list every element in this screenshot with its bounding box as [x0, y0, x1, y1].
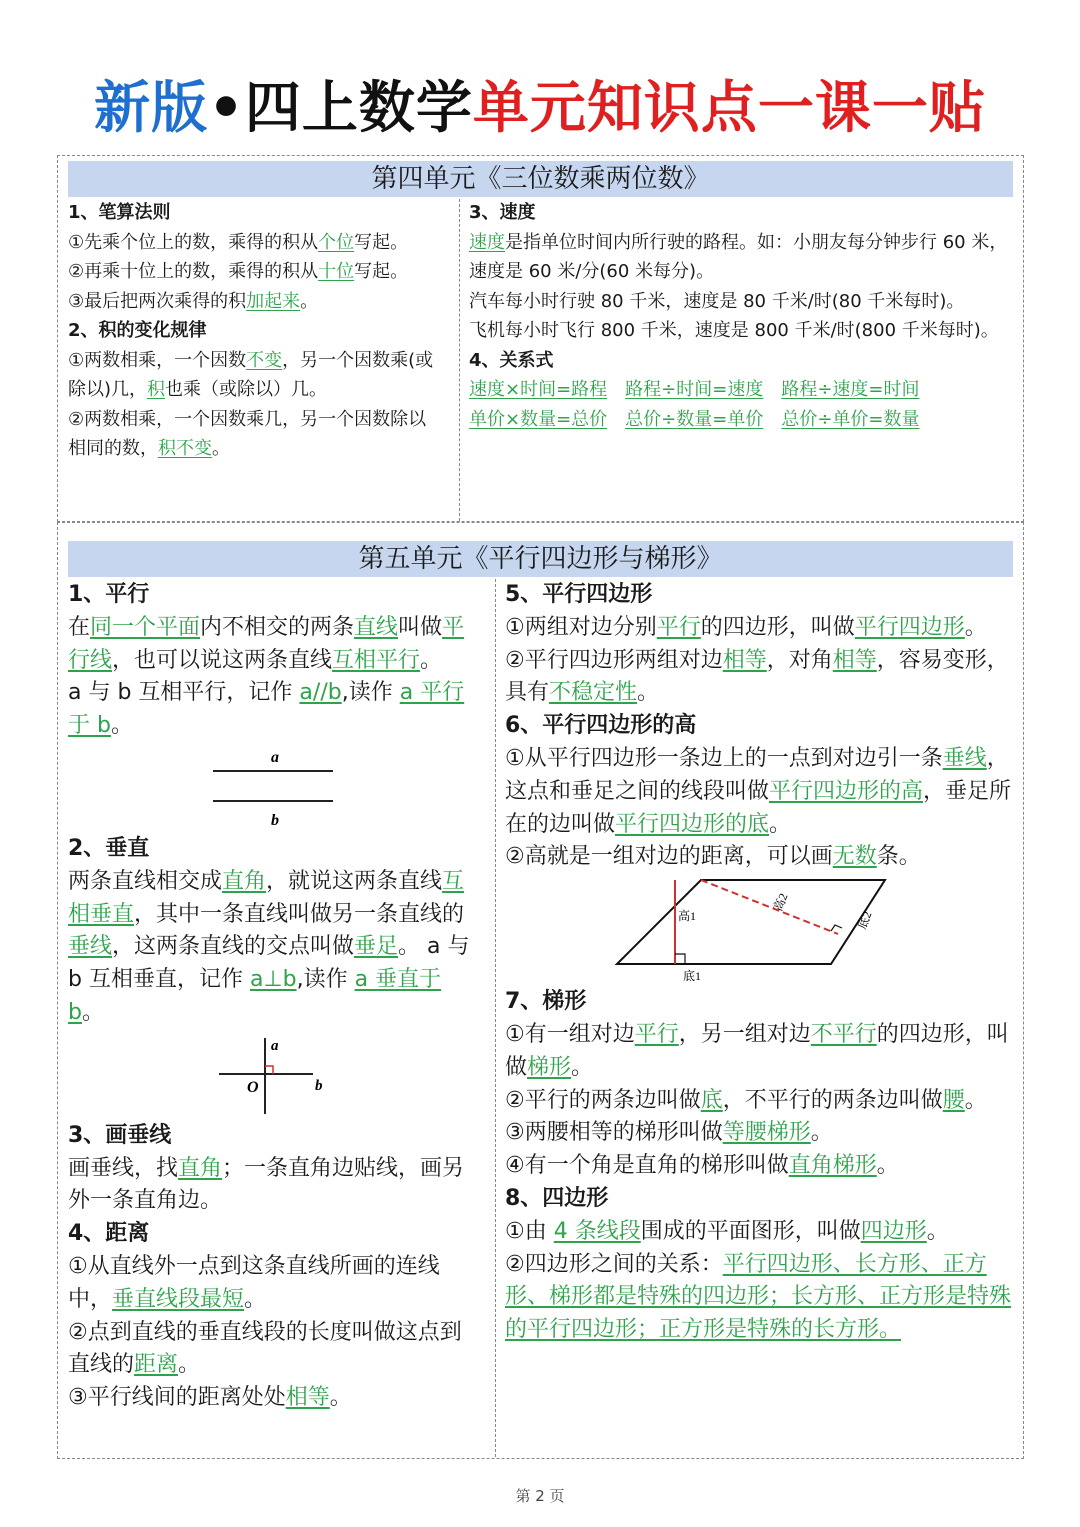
- key-term: a 平行于 b: [68, 680, 465, 739]
- text-run: 写起。: [354, 261, 409, 282]
- parallel-lines-diagram: [185, 743, 365, 833]
- key-term: 积: [147, 379, 166, 400]
- key-term: 速度: [469, 231, 505, 253]
- text-run: 写起。: [354, 231, 409, 253]
- unit4-right-column: [469, 198, 1015, 434]
- text-run: 。 a 与 b 互相垂直，记作: [68, 934, 470, 993]
- paragraph: [505, 1150, 1013, 1183]
- key-term: 同一个平面: [90, 614, 201, 640]
- text-run: ②高就是一组对边的距离，可以画: [505, 844, 833, 870]
- text-run: 在: [68, 614, 91, 640]
- key-term: 腰: [942, 1087, 965, 1113]
- text-run: ②点到直线的垂直线段的长度叫做这点到直线的: [68, 1319, 462, 1378]
- text-run: ②再乘十位上的数，乘得的积从: [68, 261, 319, 282]
- perp-label-o: O: [247, 1078, 259, 1096]
- text-run: 。: [212, 438, 230, 459]
- text-run: 也乘（或除以）几。: [165, 379, 328, 400]
- perpendicular-lines-diagram: [185, 1030, 365, 1120]
- text-run: 内不相交的两条: [200, 614, 355, 640]
- key-term: 互相平行: [332, 647, 421, 673]
- text-run: 叫做: [398, 614, 443, 640]
- section-heading: 7、梯形: [505, 989, 587, 1015]
- unit5-heading: 第五单元《平行四边形与梯形》: [68, 541, 1013, 577]
- key-term: 平行: [634, 1021, 679, 1047]
- paragraph: [469, 316, 1015, 346]
- key-term: 不平行: [810, 1021, 877, 1047]
- perp-label-b: b: [315, 1077, 323, 1094]
- title-part-topic: 单元知识点一课一贴: [472, 76, 986, 141]
- key-term: 互相垂直: [68, 868, 465, 927]
- text-run: ①两数相乘，一个因数: [68, 349, 247, 371]
- paragraph: [68, 677, 482, 743]
- paragraph: [505, 612, 1013, 645]
- key-term: 速度×时间=路程: [469, 379, 608, 400]
- unit5-column-divider: [495, 579, 496, 1457]
- key-term: 积不变: [158, 438, 212, 459]
- key-term: 直角梯形: [788, 1153, 877, 1179]
- paragraph: [469, 228, 1015, 287]
- unit4-left-column: [68, 198, 442, 464]
- unit4-column-divider: [459, 199, 460, 521]
- text-run: ，另一个因数乘(或除以)几，: [68, 349, 434, 400]
- text-run: [763, 409, 781, 430]
- text-run: ①由: [505, 1218, 554, 1244]
- key-term: 直线: [354, 614, 399, 640]
- key-term: 路程÷速度=时间: [781, 379, 920, 400]
- text-run: ①有一组对边: [505, 1021, 635, 1047]
- key-term: 平行四边形: [854, 614, 965, 640]
- key-term: a 垂直于 b: [68, 967, 442, 1025]
- unit5-section: [57, 522, 1024, 1459]
- text-run: ①从直线外一点到这条直线所画的连线中，: [68, 1253, 440, 1312]
- paragraph: [68, 228, 442, 258]
- paragraph: [68, 346, 442, 405]
- unit5-right-column: [505, 579, 1013, 1347]
- pgram-base1-label: 底1: [683, 969, 702, 984]
- pgram-height1-label: 高1: [678, 909, 697, 924]
- key-term: 距离: [134, 1352, 179, 1378]
- section-heading: 4、距离: [68, 1221, 150, 1247]
- text-run: ,读作: [341, 680, 400, 706]
- text-run: ①两组对边分别: [505, 614, 657, 640]
- unit5-left-column: [68, 579, 482, 1415]
- text-run: ④有一个角是直角的梯形叫做: [505, 1153, 789, 1179]
- perp-label-a: a: [271, 1037, 279, 1054]
- text-run: ，不平行的两条边叫做: [722, 1087, 943, 1113]
- text-run: ③两腰相等的梯形叫做: [505, 1120, 723, 1146]
- section-heading: 2、垂直: [68, 835, 150, 861]
- text-run: a 与 b 互相平行，记作: [68, 680, 300, 706]
- paragraph: [469, 287, 1015, 317]
- key-term: 直角: [222, 868, 267, 894]
- key-term: 相等: [285, 1385, 330, 1411]
- text-run: 两条直线相交成: [68, 868, 223, 894]
- key-term: 4 条线段: [553, 1218, 641, 1244]
- pgram-base2-label: 底2: [854, 909, 875, 932]
- text-run: 。: [244, 1286, 267, 1312]
- key-term: 相等: [832, 647, 877, 673]
- key-term: 梯形: [527, 1054, 572, 1080]
- text-run: 。: [178, 1352, 201, 1378]
- paragraph: [505, 1249, 1013, 1347]
- section-heading: 3、画垂线: [68, 1122, 172, 1148]
- paragraph: [68, 405, 442, 464]
- text-run: ，对角: [766, 647, 833, 673]
- key-term: 总价÷数量=单价: [625, 408, 764, 430]
- key-term: 平行四边形的高: [769, 778, 924, 804]
- text-run: ，其中一条直线叫做另一条直线的: [134, 901, 465, 927]
- unit4-heading: 第四单元《三位数乘两位数》: [68, 161, 1013, 197]
- paragraph: [505, 1117, 1013, 1150]
- text-run: ，也可以说这两条直线: [112, 647, 333, 673]
- key-term: 平行线: [68, 614, 465, 673]
- text-run: 条。: [876, 844, 921, 870]
- text-run: ；一条直角边贴线，画另外一条直角边。: [68, 1155, 465, 1214]
- page-number: 第 2 页: [515, 1487, 565, 1505]
- section-heading: 6、平行四边形的高: [505, 713, 697, 739]
- text-run: 。: [420, 647, 443, 673]
- text-run: [763, 379, 781, 400]
- text-run: 。: [329, 1385, 352, 1411]
- text-run: ，另一组对边: [678, 1021, 811, 1047]
- text-run: 。: [637, 680, 660, 706]
- paragraph: [68, 612, 482, 678]
- text-run: 。: [964, 614, 987, 640]
- paragraph: [505, 1216, 1013, 1249]
- parallel-label-a: a: [271, 748, 279, 766]
- paragraph: [68, 1317, 482, 1383]
- text-run: ③平行线间的距离处处: [68, 1385, 286, 1411]
- text-run: 飞机每小时飞行 800 千米，速度是 800 千米/时(800 千米每时)。: [469, 320, 999, 341]
- text-run: 。: [571, 1054, 594, 1080]
- paragraph: [68, 866, 482, 1030]
- text-run: 。: [769, 811, 792, 837]
- text-run: 。: [81, 999, 104, 1025]
- section-heading: 3、速度: [469, 202, 536, 223]
- paragraph: [469, 405, 1015, 435]
- text-run: 围成的平面图形，叫做: [640, 1218, 861, 1244]
- paragraph: [68, 1153, 482, 1219]
- section-heading: 8、四边形: [505, 1185, 609, 1211]
- text-run: 的四边形，叫做: [505, 1021, 1009, 1080]
- text-run: 。: [876, 1153, 899, 1179]
- key-term: 等腰梯形: [722, 1120, 811, 1146]
- paragraph: [68, 1251, 482, 1317]
- text-run: ①从平行四边形一条边上的一点到对边引一条: [505, 745, 943, 771]
- section-heading: 1、笔算法则: [68, 202, 171, 223]
- text-run: ②两数相乘，一个因数乘几，另一个因数除以相同的数，: [68, 408, 427, 459]
- key-term: 平行: [656, 614, 701, 640]
- title-dot: •: [208, 76, 245, 141]
- pgram-height2-label: 高2: [770, 891, 791, 914]
- text-run: 。: [926, 1218, 949, 1244]
- text-run: 的四边形，叫做: [700, 614, 855, 640]
- text-run: ,读作: [296, 967, 355, 993]
- text-run: 画垂线，找: [68, 1155, 179, 1181]
- key-term: 垂线: [942, 745, 987, 771]
- paragraph: [505, 645, 1013, 711]
- text-run: 是指单位时间内所行驶的路程。如：小朋友每分钟步行 60 米，速度是 60 米/分(60 米每分)。: [469, 231, 1008, 282]
- paragraph: [68, 257, 442, 287]
- paragraph: [505, 841, 1013, 874]
- text-run: ②四边形之间的关系：: [505, 1251, 723, 1277]
- text-run: 。: [110, 713, 133, 739]
- text-run: 汽车每小时行驶 80 千米，速度是 80 千米/时(80 千米每时)。: [469, 290, 965, 312]
- section-heading: 2、积的变化规律: [68, 320, 207, 341]
- text-run: 。: [964, 1087, 987, 1113]
- text-run: ，这点和垂足之间的线段叫做: [505, 745, 1009, 804]
- title-part-grade: 四上数学: [244, 76, 473, 141]
- key-term: 直角: [178, 1155, 223, 1181]
- text-run: [607, 409, 625, 430]
- paragraph: [505, 1085, 1013, 1118]
- key-term: 个位: [318, 231, 355, 253]
- text-run: ②平行四边形两组对边: [505, 647, 723, 673]
- text-run: [607, 379, 625, 400]
- text-run: ②平行的两条边叫做: [505, 1087, 701, 1113]
- text-run: ，就说这两条直线: [266, 868, 443, 894]
- key-term: 垂直线段最短: [112, 1286, 245, 1312]
- paragraph: [469, 375, 1015, 405]
- text-run: ③最后把两次乘得的积: [68, 290, 247, 312]
- key-term: 垂线: [68, 934, 113, 960]
- key-term: 底: [700, 1087, 723, 1113]
- text-run: 。: [300, 290, 319, 312]
- key-term: 总价÷单价=数量: [781, 408, 920, 430]
- key-term: 无数: [832, 844, 877, 870]
- key-term: 相等: [722, 647, 767, 673]
- title-part-new: 新版: [94, 76, 209, 141]
- text-run: ，容易变形，具有: [505, 647, 1009, 706]
- section-heading: 1、平行: [68, 582, 150, 607]
- key-term: a//b: [299, 680, 342, 706]
- parallel-label-b: b: [271, 811, 279, 829]
- paragraph: [505, 1019, 1013, 1085]
- key-term: 平行四边形、长方形、正方形、梯形都是特殊的四边形；长方形、正方形是特殊的平行四边形；正方形是特殊的长方形。: [505, 1251, 1012, 1343]
- key-term: 垂足: [354, 934, 399, 960]
- text-run: ，垂足所在的边叫做: [505, 778, 1012, 837]
- key-term: 单价×数量=总价: [469, 408, 608, 430]
- key-term: 路程÷时间=速度: [625, 379, 764, 400]
- paragraph: [68, 287, 442, 317]
- section-heading: 4、关系式: [469, 349, 554, 371]
- paragraph: [68, 1382, 482, 1415]
- key-term: 四边形: [860, 1218, 927, 1244]
- text-run: ，这两条直线的交点叫做: [112, 934, 355, 960]
- key-term: 十位: [318, 261, 355, 282]
- parallelogram-height-diagram: [609, 874, 909, 986]
- text-run: ①先乘个位上的数，乘得的积从: [68, 231, 319, 253]
- key-term: 不变: [246, 349, 283, 371]
- unit4-section: [57, 155, 1024, 522]
- key-term: 不稳定性: [549, 680, 638, 706]
- key-term: 加起来: [246, 290, 301, 312]
- text-run: 。: [810, 1120, 833, 1146]
- key-term: a⊥b: [249, 967, 297, 993]
- page-title: [0, 64, 1080, 144]
- paragraph: [505, 743, 1013, 841]
- key-term: 平行四边形的底: [615, 811, 770, 837]
- section-heading: 5、平行四边形: [505, 582, 653, 607]
